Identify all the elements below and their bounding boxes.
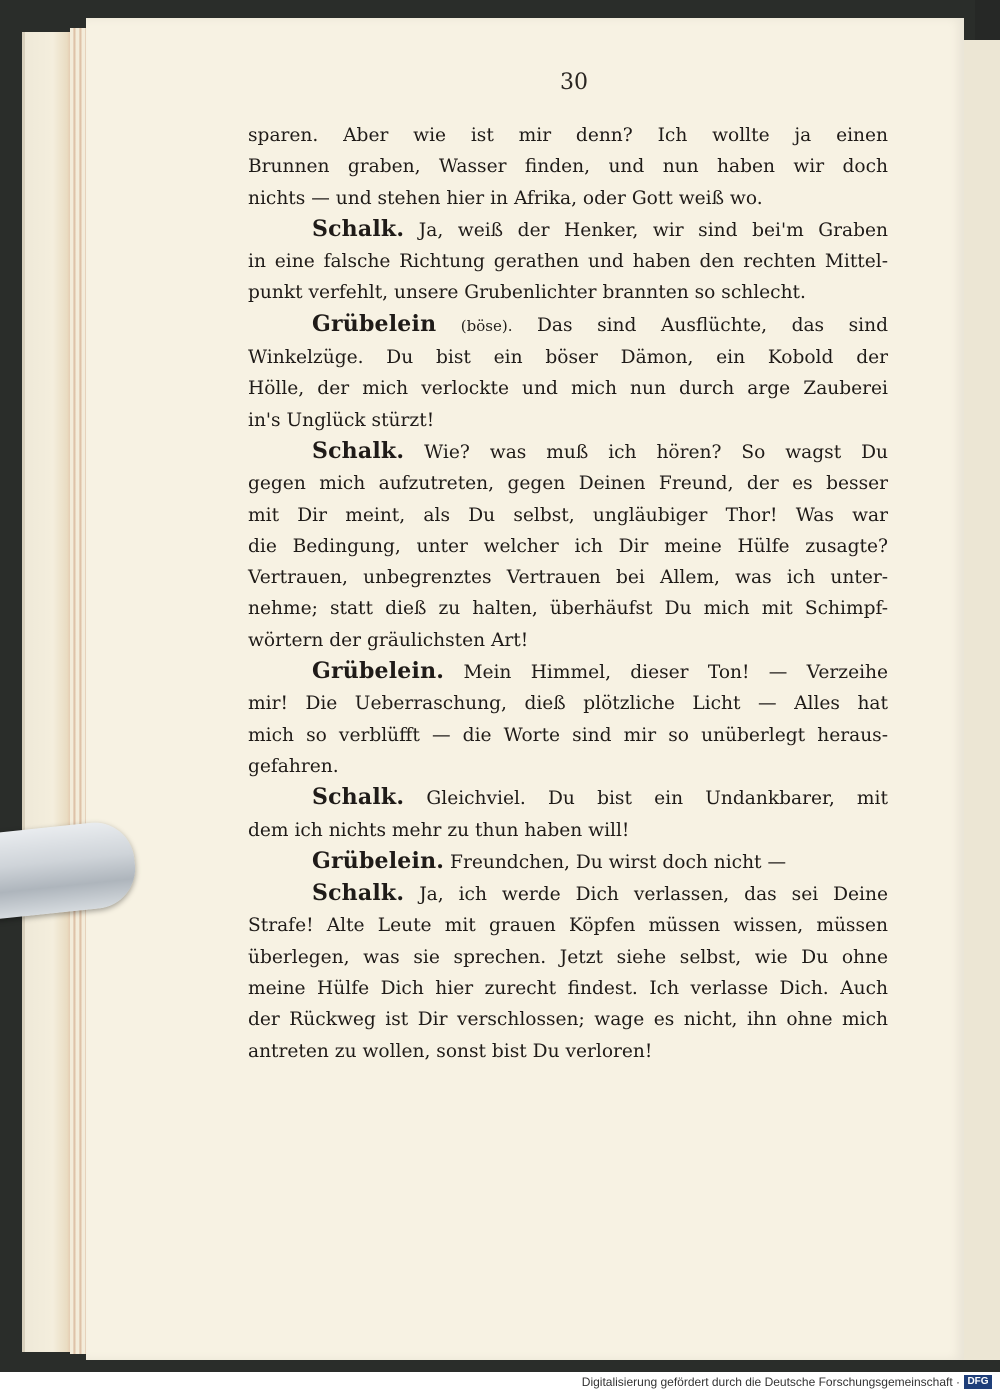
text-line — [248, 373, 888, 404]
text-line — [248, 342, 888, 373]
text-line — [248, 782, 888, 814]
text-line — [248, 593, 888, 624]
speaker-name: Grübelein. — [312, 847, 445, 874]
facing-page-edge — [960, 40, 1000, 1360]
text-line — [248, 815, 888, 846]
dfg-logo-icon: DFG — [964, 1375, 992, 1389]
line-text: mit Dir meint, als Du selbst, ungläubiger Thor! Was war — [248, 504, 888, 526]
text-line — [248, 183, 888, 214]
text-line — [248, 846, 888, 878]
text-line — [248, 405, 888, 436]
line-text: Wie? was muß ich hören? So wagst Du — [424, 441, 888, 463]
text-line — [248, 246, 888, 277]
speaker-name: Schalk. — [312, 437, 405, 464]
page-number: 30 — [560, 70, 588, 95]
line-text: mich so verblüfft — die Worte sind mir so unüberlegt heraus- — [248, 724, 888, 746]
speaker-name: Schalk. — [312, 784, 405, 811]
text-line — [248, 277, 888, 308]
line-text: nichts — und stehen hier in Afrika, oder Gott weiß wo. — [248, 187, 763, 209]
line-text: Vertrauen, unbegrenztes Vertrauen bei Allem, was ich unter- — [248, 567, 888, 589]
text-line — [248, 500, 888, 531]
text-line — [248, 562, 888, 593]
line-text: punkt verfehlt, unsere Grubenlichter brannten so schlecht. — [248, 282, 806, 304]
text-line — [248, 151, 888, 182]
line-text: die Bedingung, unter welcher ich Dir meine Hülfe zusagte? — [248, 535, 888, 557]
line-text: nehme; statt dieß zu halten, überhäufst Du mich mit Schimpf- — [248, 598, 888, 620]
line-text: Hölle, der mich verlockte und mich nun durch arge Zauberei — [248, 378, 888, 400]
speaker-name: Schalk. — [312, 880, 405, 907]
text-line — [248, 751, 888, 782]
text-line — [248, 531, 888, 562]
line-text: Freundchen, Du wirst doch nicht — — [450, 851, 787, 873]
line-text: in eine falsche Richtung gerathen und haben den rechten Mittel- — [248, 251, 888, 273]
text-line — [248, 973, 888, 1004]
line-text: meine Hülfe Dich hier zurecht findest. Ich verlasse Dich. Auch — [248, 978, 888, 1000]
line-text: Ja, weiß der Henker, wir sind bei'm Graben — [418, 219, 888, 241]
line-text: antreten zu wollen, sonst bist Du verloren! — [248, 1040, 653, 1062]
text-line — [248, 910, 888, 941]
text-line — [248, 878, 888, 910]
line-text: gegen mich aufzutreten, gegen Deinen Freund, der es besser — [248, 473, 888, 495]
line-text: gefahren. — [248, 755, 339, 777]
corner-shadow — [975, 0, 1000, 40]
line-text: Ja, ich werde Dich verlassen, das sei Deine — [419, 884, 888, 906]
line-text: sparen. Aber wie ist mir denn? Ich wollte ja einen — [248, 125, 888, 146]
line-text: Winkelzüge. Du bist ein böser Dämon, ein Kobold der — [248, 347, 888, 369]
line-text: mir! Die Ueberraschung, dieß plötzliche Licht — Alles hat — [248, 693, 888, 715]
line-text: Das sind Ausflüchte, das sind — [537, 314, 888, 336]
line-text: Strafe! Alte Leute mit grauen Köpfen müssen wissen, müssen — [248, 915, 888, 937]
line-text: Brunnen graben, Wasser finden, und nun haben wir doch — [248, 156, 888, 178]
line-text: wörtern der gräulichsten Art! — [248, 629, 529, 651]
text-line — [248, 214, 888, 246]
text-line — [248, 656, 888, 688]
text-line — [248, 309, 888, 342]
text-line — [248, 436, 888, 468]
text-line — [248, 120, 888, 151]
text-line — [248, 942, 888, 973]
text-line — [248, 1036, 888, 1067]
text-line — [248, 625, 888, 656]
line-text: in's Unglück stürzt! — [248, 409, 435, 431]
line-text: Mein Himmel, dieser Ton! — Verzeihe — [463, 662, 888, 684]
stage-direction: (böse). — [460, 316, 513, 335]
line-text: dem ich nichts mehr zu thun haben will! — [248, 819, 630, 841]
text-line — [248, 688, 888, 719]
text-line — [248, 720, 888, 751]
page-text — [248, 120, 888, 1067]
text-line — [248, 468, 888, 499]
footer-credit: Digitalisierung gefördert durch die Deutsche Forschungsgemeinschaft · — [581, 1375, 960, 1389]
speaker-name: Schalk. — [312, 215, 405, 242]
line-text: überlegen, was sie sprechen. Jetzt siehe selbst, wie Du ohne — [248, 946, 888, 968]
speaker-name: Grübelein. — [312, 658, 445, 685]
line-text: der Rückweg ist Dir verschlossen; wage es nicht, ihn ohne mich — [248, 1009, 888, 1031]
speaker-name: Grübelein — [312, 310, 437, 337]
text-line — [248, 1004, 888, 1035]
line-text: Gleichviel. Du bist ein Undankbarer, mit — [426, 788, 888, 810]
